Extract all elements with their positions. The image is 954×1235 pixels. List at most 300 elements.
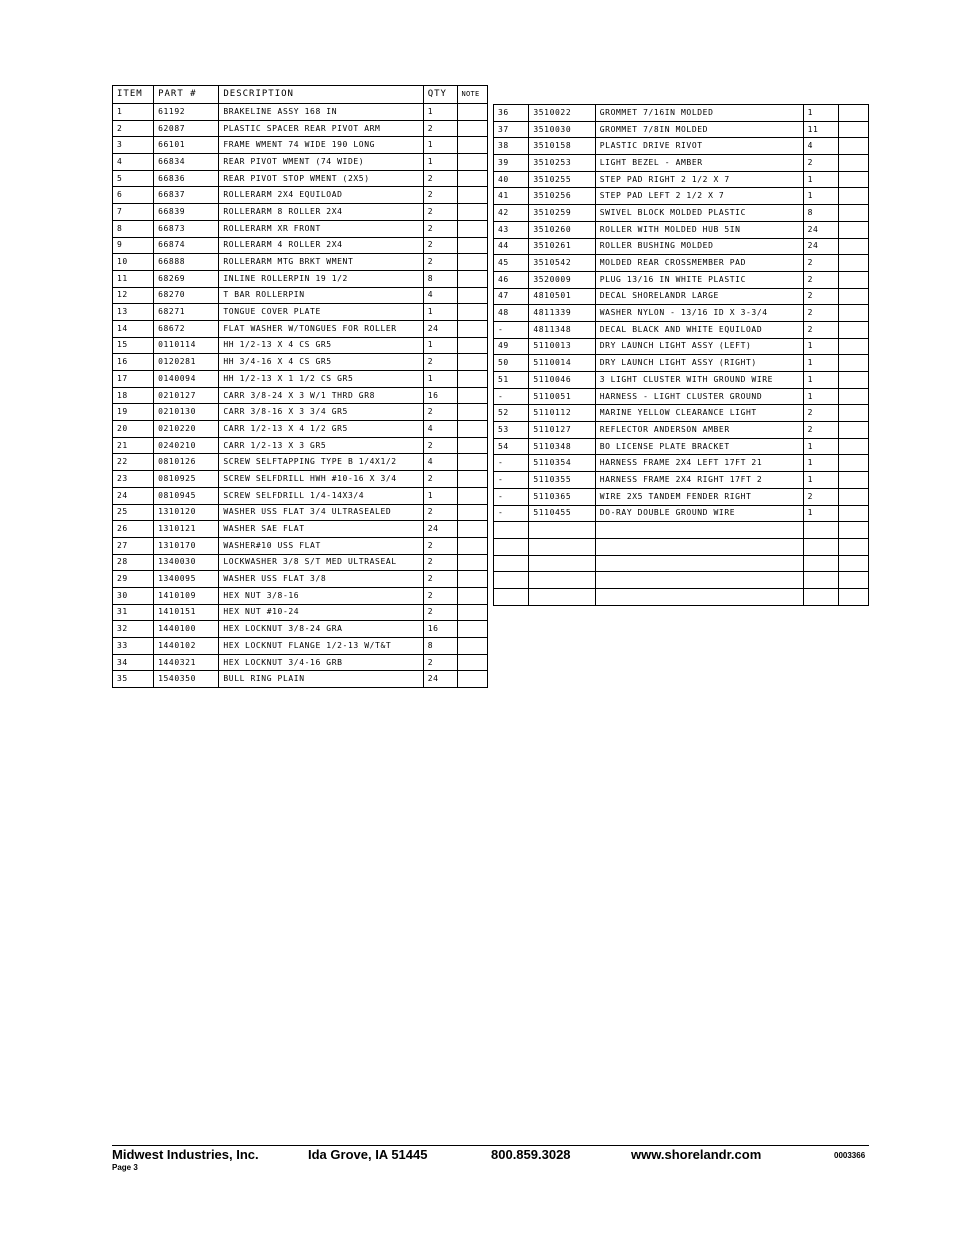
cell-description bbox=[595, 555, 803, 572]
cell-note bbox=[458, 504, 488, 521]
table-row bbox=[494, 155, 869, 172]
cell-note bbox=[458, 120, 488, 137]
cell-note bbox=[838, 505, 868, 522]
cell-description: CARR 3/8-16 X 3 3/4 GR5 bbox=[219, 404, 423, 421]
header-item: ITEM bbox=[113, 86, 154, 104]
cell-item: 29 bbox=[113, 571, 154, 588]
cell-qty: 2 bbox=[423, 437, 458, 454]
table-row bbox=[494, 472, 869, 489]
cell-note bbox=[458, 337, 488, 354]
cell-item: 19 bbox=[113, 404, 154, 421]
cell-qty: 1 bbox=[803, 505, 838, 522]
cell-part: 0240210 bbox=[154, 437, 219, 454]
cell-description: WASHER USS FLAT 3/8 bbox=[219, 571, 423, 588]
cell-description: HEX NUT #10-24 bbox=[219, 604, 423, 621]
cell-description: MOLDED REAR CROSSMEMBER PAD bbox=[595, 255, 803, 272]
cell-item: 34 bbox=[113, 654, 154, 671]
table-row bbox=[113, 571, 488, 588]
cell-item bbox=[494, 522, 529, 539]
cell-item: 22 bbox=[113, 454, 154, 471]
table-row bbox=[494, 455, 869, 472]
cell-item: - bbox=[494, 472, 529, 489]
table-row bbox=[113, 254, 488, 271]
cell-note bbox=[838, 238, 868, 255]
cell-description: WASHER USS FLAT 3/4 ULTRASEALED bbox=[219, 504, 423, 521]
cell-qty: 2 bbox=[423, 120, 458, 137]
cell-note bbox=[458, 170, 488, 187]
table-row bbox=[494, 572, 869, 589]
cell-note bbox=[458, 237, 488, 254]
cell-note bbox=[458, 387, 488, 404]
table-row bbox=[113, 237, 488, 254]
cell-qty: 24 bbox=[423, 320, 458, 337]
cell-qty: 16 bbox=[423, 387, 458, 404]
cell-part: 68271 bbox=[154, 304, 219, 321]
cell-note bbox=[838, 288, 868, 305]
table-row bbox=[494, 588, 869, 605]
cell-part: 68269 bbox=[154, 270, 219, 287]
cell-note bbox=[838, 205, 868, 222]
cell-note bbox=[838, 121, 868, 138]
footer-rule bbox=[112, 1145, 869, 1146]
cell-description: HH 3/4-16 X 4 CS GR5 bbox=[219, 354, 423, 371]
cell-item: 21 bbox=[113, 437, 154, 454]
cell-qty: 4 bbox=[423, 454, 458, 471]
cell-description: PLASTIC DRIVE RIVOT bbox=[595, 138, 803, 155]
table-row bbox=[494, 405, 869, 422]
cell-qty bbox=[803, 522, 838, 539]
cell-qty: 2 bbox=[423, 504, 458, 521]
cell-description: ROLLERARM 2X4 EQUILOAD bbox=[219, 187, 423, 204]
cell-qty: 2 bbox=[803, 271, 838, 288]
cell-note bbox=[838, 455, 868, 472]
cell-description: WIRE 2X5 TANDEM FENDER RIGHT bbox=[595, 488, 803, 505]
cell-item: - bbox=[494, 488, 529, 505]
cell-qty: 24 bbox=[803, 238, 838, 255]
cell-qty: 24 bbox=[423, 671, 458, 688]
cell-qty: 2 bbox=[423, 554, 458, 571]
cell-qty: 2 bbox=[423, 404, 458, 421]
cell-item: 13 bbox=[113, 304, 154, 321]
cell-qty: 4 bbox=[423, 287, 458, 304]
table-row bbox=[113, 454, 488, 471]
table-row bbox=[494, 238, 869, 255]
table-row bbox=[113, 104, 488, 121]
table-row bbox=[113, 371, 488, 388]
table-row bbox=[113, 337, 488, 354]
cell-description: ROLLER WITH MOLDED HUB 5IN bbox=[595, 221, 803, 238]
cell-note bbox=[458, 604, 488, 621]
cell-note bbox=[838, 422, 868, 439]
table-row bbox=[494, 422, 869, 439]
cell-qty: 4 bbox=[423, 421, 458, 438]
cell-item: - bbox=[494, 388, 529, 405]
header-qty: QTY bbox=[423, 86, 458, 104]
cell-qty: 2 bbox=[803, 422, 838, 439]
cell-qty: 1 bbox=[803, 472, 838, 489]
cell-qty: 24 bbox=[423, 521, 458, 538]
cell-item: 9 bbox=[113, 237, 154, 254]
cell-note bbox=[458, 354, 488, 371]
table-row bbox=[113, 604, 488, 621]
cell-item: 30 bbox=[113, 587, 154, 604]
cell-description: HEX LOCKNUT 3/4-16 GRB bbox=[219, 654, 423, 671]
cell-item: 4 bbox=[113, 154, 154, 171]
cell-item: 40 bbox=[494, 171, 529, 188]
cell-description: HARNESS - LIGHT CLUSTER GROUND bbox=[595, 388, 803, 405]
table-row bbox=[113, 304, 488, 321]
cell-item: 8 bbox=[113, 220, 154, 237]
cell-part: 1310170 bbox=[154, 537, 219, 554]
cell-description: GROMMET 7/16IN MOLDED bbox=[595, 105, 803, 122]
cell-description: ROLLERARM MTG BRKT WMENT bbox=[219, 254, 423, 271]
table-row bbox=[113, 387, 488, 404]
footer-company: Midwest Industries, Inc. bbox=[112, 1147, 259, 1162]
cell-note bbox=[458, 654, 488, 671]
table-row bbox=[494, 305, 869, 322]
cell-qty: 2 bbox=[803, 288, 838, 305]
cell-item: 15 bbox=[113, 337, 154, 354]
header-description: DESCRIPTION bbox=[219, 86, 423, 104]
cell-description: 3 LIGHT CLUSTER WITH GROUND WIRE bbox=[595, 372, 803, 389]
cell-item: 47 bbox=[494, 288, 529, 305]
cell-qty: 8 bbox=[423, 270, 458, 287]
cell-qty bbox=[803, 538, 838, 555]
cell-part: 68270 bbox=[154, 287, 219, 304]
cell-qty: 2 bbox=[423, 354, 458, 371]
cell-note bbox=[458, 254, 488, 271]
cell-description: HH 1/2-13 X 4 CS GR5 bbox=[219, 337, 423, 354]
table-row bbox=[113, 654, 488, 671]
cell-item: 10 bbox=[113, 254, 154, 271]
cell-description: STEP PAD LEFT 2 1/2 X 7 bbox=[595, 188, 803, 205]
cell-description bbox=[595, 588, 803, 605]
cell-description bbox=[595, 538, 803, 555]
cell-note bbox=[458, 671, 488, 688]
cell-part: 3510022 bbox=[529, 105, 595, 122]
cell-part: 68672 bbox=[154, 320, 219, 337]
cell-qty: 1 bbox=[423, 487, 458, 504]
table-row bbox=[494, 505, 869, 522]
cell-item: 37 bbox=[494, 121, 529, 138]
cell-qty: 2 bbox=[803, 305, 838, 322]
cell-qty: 1 bbox=[803, 171, 838, 188]
cell-description: CARR 1/2-13 X 4 1/2 GR5 bbox=[219, 421, 423, 438]
table-row bbox=[113, 671, 488, 688]
cell-qty: 2 bbox=[423, 604, 458, 621]
table-row bbox=[113, 404, 488, 421]
cell-item bbox=[494, 538, 529, 555]
cell-qty: 2 bbox=[803, 155, 838, 172]
cell-description: BRAKELINE ASSY 168 IN bbox=[219, 104, 423, 121]
footer-location: Ida Grove, IA 51445 bbox=[308, 1147, 428, 1162]
table-row bbox=[494, 105, 869, 122]
table-row bbox=[113, 471, 488, 488]
cell-item: 41 bbox=[494, 188, 529, 205]
cell-part: 0210220 bbox=[154, 421, 219, 438]
cell-part: 66834 bbox=[154, 154, 219, 171]
cell-qty: 2 bbox=[803, 255, 838, 272]
cell-description: BO LICENSE PLATE BRACKET bbox=[595, 438, 803, 455]
table-row bbox=[113, 638, 488, 655]
cell-qty: 2 bbox=[423, 537, 458, 554]
table-row bbox=[494, 121, 869, 138]
table-row bbox=[494, 288, 869, 305]
table-row bbox=[113, 137, 488, 154]
cell-description: REAR PIVOT WMENT (74 WIDE) bbox=[219, 154, 423, 171]
cell-qty: 1 bbox=[803, 105, 838, 122]
cell-description: DRY LAUNCH LIGHT ASSY (RIGHT) bbox=[595, 355, 803, 372]
cell-note bbox=[838, 171, 868, 188]
cell-note bbox=[458, 621, 488, 638]
cell-note bbox=[838, 438, 868, 455]
cell-item: 46 bbox=[494, 271, 529, 288]
cell-part: 0810925 bbox=[154, 471, 219, 488]
cell-part: 3510542 bbox=[529, 255, 595, 272]
cell-qty: 16 bbox=[423, 621, 458, 638]
cell-description: BULL RING PLAIN bbox=[219, 671, 423, 688]
cell-note bbox=[838, 522, 868, 539]
table-row bbox=[494, 438, 869, 455]
cell-description: HARNESS FRAME 2X4 RIGHT 17FT 2 bbox=[595, 472, 803, 489]
cell-qty: 2 bbox=[803, 488, 838, 505]
cell-qty bbox=[803, 555, 838, 572]
cell-part: 3510158 bbox=[529, 138, 595, 155]
cell-description: ROLLERARM 4 ROLLER 2X4 bbox=[219, 237, 423, 254]
cell-part: 1340030 bbox=[154, 554, 219, 571]
cell-qty: 2 bbox=[423, 654, 458, 671]
cell-note bbox=[458, 304, 488, 321]
cell-note bbox=[458, 270, 488, 287]
cell-part: 0120281 bbox=[154, 354, 219, 371]
cell-note bbox=[458, 104, 488, 121]
cell-part: 66874 bbox=[154, 237, 219, 254]
cell-part: 0810945 bbox=[154, 487, 219, 504]
cell-note bbox=[838, 355, 868, 372]
cell-note bbox=[458, 437, 488, 454]
cell-qty: 2 bbox=[423, 170, 458, 187]
cell-part: 1440321 bbox=[154, 654, 219, 671]
cell-note bbox=[838, 305, 868, 322]
cell-note bbox=[838, 588, 868, 605]
cell-part: 1540350 bbox=[154, 671, 219, 688]
cell-part: 5110013 bbox=[529, 338, 595, 355]
cell-part: 0140094 bbox=[154, 371, 219, 388]
cell-note bbox=[458, 587, 488, 604]
cell-qty: 2 bbox=[423, 471, 458, 488]
footer-phone: 800.859.3028 bbox=[491, 1147, 571, 1162]
cell-qty: 4 bbox=[803, 138, 838, 155]
cell-qty: 8 bbox=[803, 205, 838, 222]
cell-part: 1340095 bbox=[154, 571, 219, 588]
cell-description: STEP PAD RIGHT 2 1/2 X 7 bbox=[595, 171, 803, 188]
cell-part: 4811348 bbox=[529, 321, 595, 338]
cell-item: 31 bbox=[113, 604, 154, 621]
cell-item: 39 bbox=[494, 155, 529, 172]
table-row bbox=[113, 220, 488, 237]
table-row bbox=[113, 170, 488, 187]
cell-note bbox=[838, 221, 868, 238]
cell-note bbox=[458, 287, 488, 304]
cell-qty: 1 bbox=[423, 154, 458, 171]
table-row bbox=[113, 437, 488, 454]
cell-qty: 2 bbox=[423, 254, 458, 271]
cell-part: 0210130 bbox=[154, 404, 219, 421]
cell-item: 26 bbox=[113, 521, 154, 538]
cell-part: 0210127 bbox=[154, 387, 219, 404]
cell-item: 52 bbox=[494, 405, 529, 422]
cell-note bbox=[458, 487, 488, 504]
cell-part: 5110046 bbox=[529, 372, 595, 389]
cell-item: 7 bbox=[113, 204, 154, 221]
cell-note bbox=[458, 404, 488, 421]
cell-note bbox=[838, 138, 868, 155]
table-header-row bbox=[113, 86, 488, 104]
cell-description: DO-RAY DOUBLE GROUND WIRE bbox=[595, 505, 803, 522]
cell-note bbox=[458, 471, 488, 488]
cell-description: T BAR ROLLERPIN bbox=[219, 287, 423, 304]
cell-note bbox=[458, 638, 488, 655]
cell-note bbox=[838, 372, 868, 389]
cell-description: ROLLERARM 8 ROLLER 2X4 bbox=[219, 204, 423, 221]
cell-note bbox=[458, 187, 488, 204]
cell-qty: 1 bbox=[803, 388, 838, 405]
cell-description: FRAME WMENT 74 WIDE 190 LONG bbox=[219, 137, 423, 154]
cell-item: 38 bbox=[494, 138, 529, 155]
cell-part: 66101 bbox=[154, 137, 219, 154]
cell-part: 66888 bbox=[154, 254, 219, 271]
cell-part: 5110354 bbox=[529, 455, 595, 472]
cell-description: WASHER SAE FLAT bbox=[219, 521, 423, 538]
cell-qty: 2 bbox=[803, 321, 838, 338]
cell-item: 1 bbox=[113, 104, 154, 121]
cell-description: WASHER#10 USS FLAT bbox=[219, 537, 423, 554]
cell-item: 49 bbox=[494, 338, 529, 355]
table-row bbox=[494, 372, 869, 389]
cell-description bbox=[595, 572, 803, 589]
cell-part: 66837 bbox=[154, 187, 219, 204]
cell-description: SCREW SELFDRILL 1/4-14X3/4 bbox=[219, 487, 423, 504]
table-row bbox=[494, 255, 869, 272]
table-row bbox=[494, 355, 869, 372]
cell-note bbox=[458, 521, 488, 538]
cell-item bbox=[494, 572, 529, 589]
cell-part: 62087 bbox=[154, 120, 219, 137]
cell-part: 3510255 bbox=[529, 171, 595, 188]
cell-part: 1440100 bbox=[154, 621, 219, 638]
cell-part bbox=[529, 522, 595, 539]
cell-part: 61192 bbox=[154, 104, 219, 121]
cell-note bbox=[458, 204, 488, 221]
cell-description: ROLLER BUSHING MOLDED bbox=[595, 238, 803, 255]
cell-item: 20 bbox=[113, 421, 154, 438]
cell-note bbox=[458, 454, 488, 471]
table-row bbox=[113, 354, 488, 371]
cell-item: 24 bbox=[113, 487, 154, 504]
cell-note bbox=[838, 538, 868, 555]
table-row bbox=[113, 621, 488, 638]
cell-description: REFLECTOR ANDERSON AMBER bbox=[595, 422, 803, 439]
cell-note bbox=[838, 472, 868, 489]
cell-part: 5110127 bbox=[529, 422, 595, 439]
cell-item: 5 bbox=[113, 170, 154, 187]
cell-item bbox=[494, 555, 529, 572]
cell-item: 45 bbox=[494, 255, 529, 272]
cell-note bbox=[838, 405, 868, 422]
cell-description: MARINE YELLOW CLEARANCE LIGHT bbox=[595, 405, 803, 422]
table-row bbox=[113, 154, 488, 171]
cell-note bbox=[838, 555, 868, 572]
cell-description: HEX LOCKNUT FLANGE 1/2-13 W/T&T bbox=[219, 638, 423, 655]
cell-item: 14 bbox=[113, 320, 154, 337]
table-row bbox=[113, 504, 488, 521]
table-row bbox=[113, 487, 488, 504]
cell-qty: 2 bbox=[423, 220, 458, 237]
cell-item bbox=[494, 588, 529, 605]
table-row bbox=[113, 204, 488, 221]
cell-description bbox=[595, 522, 803, 539]
cell-qty bbox=[803, 572, 838, 589]
cell-part: 1410151 bbox=[154, 604, 219, 621]
table-row bbox=[494, 171, 869, 188]
cell-item: - bbox=[494, 505, 529, 522]
cell-description: PLASTIC SPACER REAR PIVOT ARM bbox=[219, 120, 423, 137]
table-row bbox=[113, 187, 488, 204]
cell-item: 51 bbox=[494, 372, 529, 389]
cell-qty: 2 bbox=[423, 204, 458, 221]
table-row bbox=[494, 555, 869, 572]
cell-qty: 2 bbox=[423, 237, 458, 254]
cell-item: 18 bbox=[113, 387, 154, 404]
table-row bbox=[113, 521, 488, 538]
table-row bbox=[494, 221, 869, 238]
cell-qty: 2 bbox=[423, 571, 458, 588]
cell-description: REAR PIVOT STOP WMENT (2X5) bbox=[219, 170, 423, 187]
cell-part: 5110348 bbox=[529, 438, 595, 455]
cell-note bbox=[838, 572, 868, 589]
cell-part: 3510260 bbox=[529, 221, 595, 238]
cell-part bbox=[529, 588, 595, 605]
cell-note bbox=[838, 188, 868, 205]
cell-part: 1440102 bbox=[154, 638, 219, 655]
cell-item: 27 bbox=[113, 537, 154, 554]
cell-item: 54 bbox=[494, 438, 529, 455]
cell-item: 50 bbox=[494, 355, 529, 372]
cell-part: 3510256 bbox=[529, 188, 595, 205]
cell-qty: 1 bbox=[803, 455, 838, 472]
table-row bbox=[494, 138, 869, 155]
cell-description: WASHER NYLON - 13/16 ID X 3-3/4 bbox=[595, 305, 803, 322]
cell-qty: 1 bbox=[803, 355, 838, 372]
cell-note bbox=[838, 271, 868, 288]
cell-part bbox=[529, 572, 595, 589]
table-row bbox=[113, 270, 488, 287]
cell-part: 3510030 bbox=[529, 121, 595, 138]
cell-part: 66839 bbox=[154, 204, 219, 221]
footer-doc-number: 0003366 bbox=[834, 1151, 866, 1160]
table-row bbox=[113, 320, 488, 337]
cell-qty: 2 bbox=[803, 405, 838, 422]
cell-item: 2 bbox=[113, 120, 154, 137]
header-note: NOTE bbox=[458, 86, 488, 104]
cell-qty: 1 bbox=[803, 438, 838, 455]
cell-item: 42 bbox=[494, 205, 529, 222]
cell-part: 1310120 bbox=[154, 504, 219, 521]
cell-item: 43 bbox=[494, 221, 529, 238]
cell-item: 33 bbox=[113, 638, 154, 655]
cell-note bbox=[458, 220, 488, 237]
cell-qty: 1 bbox=[423, 337, 458, 354]
